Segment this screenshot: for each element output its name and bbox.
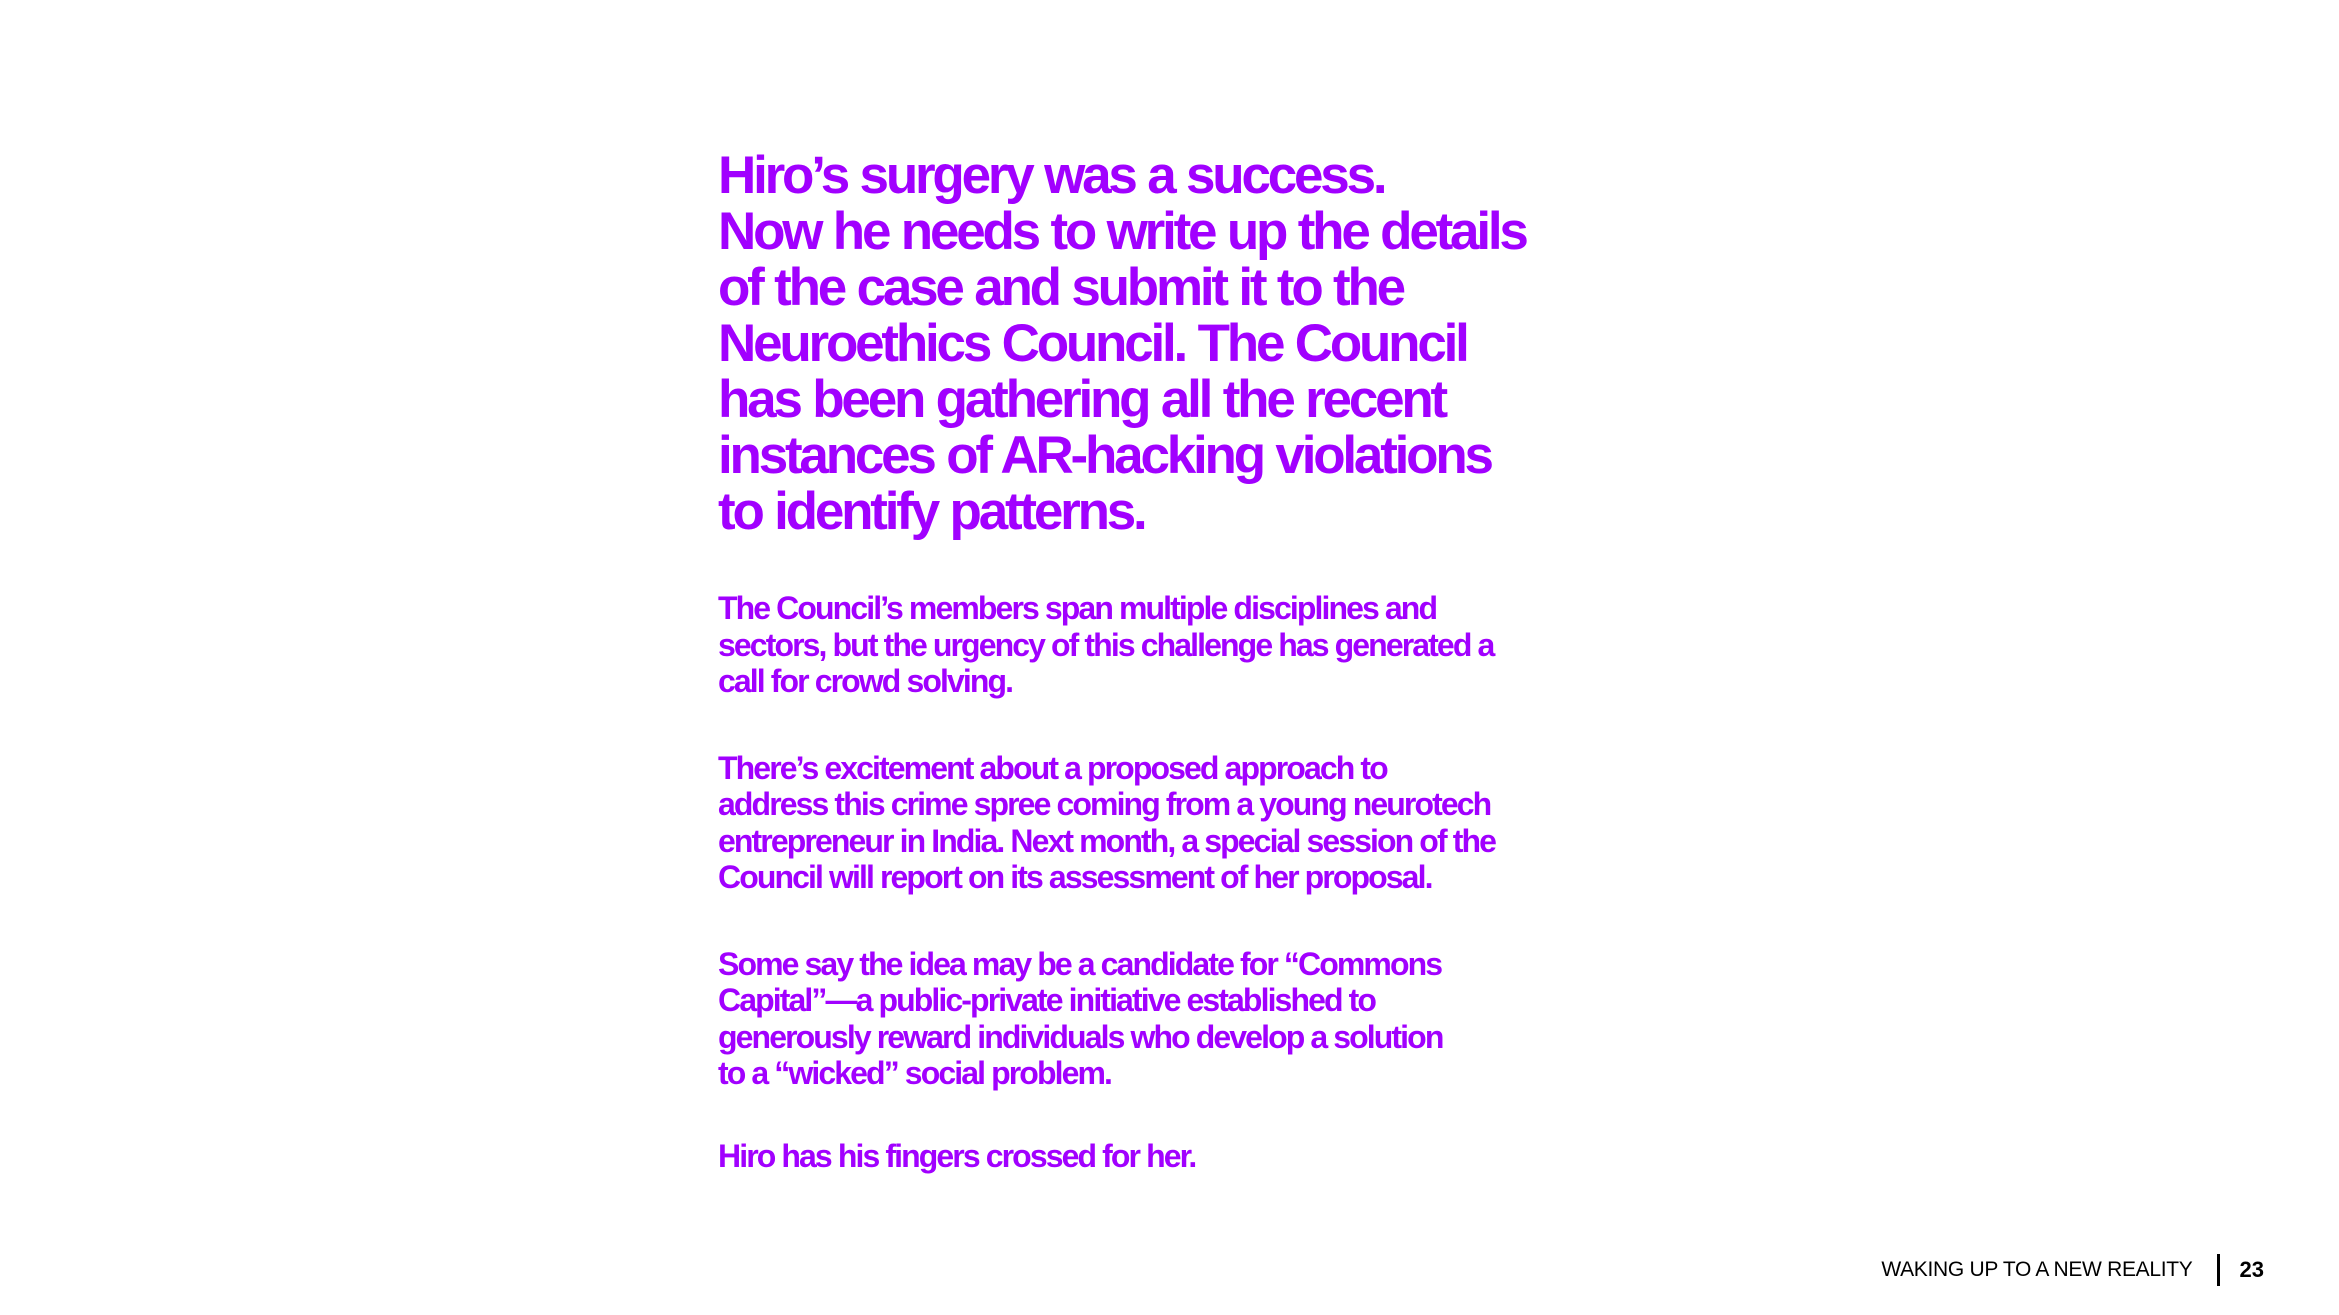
headline: [718, 148, 1648, 540]
paragraph-line: Capital”—a public-private initiative established to: [718, 982, 1376, 1018]
body-paragraph: [718, 750, 1648, 896]
paragraph-line: sectors, but the urgency of this challenge has generated a: [718, 626, 1494, 663]
paragraph-line: Some say the idea may be a candidate for “Commons: [718, 945, 1442, 982]
footer-section-title: WAKING UP TO A NEW REALITY: [1881, 1258, 2193, 1281]
article-content: [718, 148, 1648, 1174]
page-number: 23: [2239, 1257, 2264, 1282]
paragraph-line: to a “wicked” social problem.: [718, 1055, 1112, 1091]
body-paragraph: [718, 1138, 1648, 1175]
paragraph-line: address this crime spree coming from a young neurotech: [718, 786, 1491, 822]
headline-line: Now he needs to write up the details: [718, 202, 1526, 261]
paragraph-line: generously reward individuals who develop a solution: [718, 1018, 1443, 1055]
paragraph-line: Hiro has his fingers crossed for her.: [718, 1137, 1196, 1174]
paragraph-line: call for crowd solving.: [718, 663, 1013, 699]
body-paragraph: [718, 946, 1648, 1092]
headline-line: to identify patterns.: [718, 482, 1145, 541]
headline-line: has been gathering all the recent: [718, 370, 1446, 429]
headline-line: Hiro’s surgery was a success.: [718, 146, 1385, 205]
paragraph-line: The Council’s members span multiple disciplines and: [718, 590, 1437, 626]
footer-divider: [2217, 1254, 2220, 1286]
headline-line: of the case and submit it to the: [718, 258, 1403, 317]
body-paragraph: [718, 590, 1648, 700]
paragraph-line: There’s excitement about a proposed approach to: [718, 749, 1387, 786]
paragraph-line: Council will report on its assessment of her proposal.: [718, 859, 1432, 895]
page-footer: [1881, 1253, 2264, 1287]
paragraph-line: entrepreneur in India. Next month, a special session of the: [718, 822, 1495, 859]
headline-line: Neuroethics Council. The Council: [718, 314, 1467, 373]
headline-line: instances of AR-hacking violations: [718, 426, 1491, 485]
